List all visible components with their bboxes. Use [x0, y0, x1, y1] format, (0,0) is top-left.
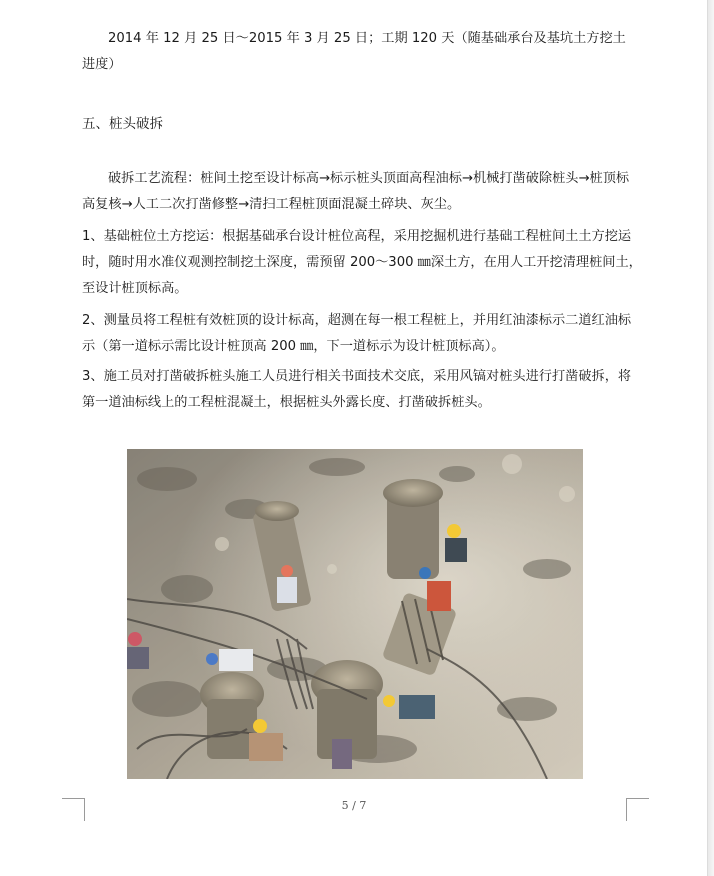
schedule-line-1: 2014 年 12 月 25 日～2015 年 3 月 25 日；工期 120 天（随基础承台及基坑土方挖土	[108, 31, 626, 46]
schedule-line-2: 进度）	[82, 57, 122, 72]
process-paragraph: 破拆工艺流程：桩间土挖至设计标高→标示桩头顶面高程油标→机械打凿破除桩头→桩顶标高复核→人工二次打凿修整→清扫工程桩顶面混凝土碎块、灰尘。	[82, 171, 630, 212]
step-2-paragraph: 2、测量员将工程桩有效桩顶的设计标高，超测在每一根工程桩上，并用红油漆标示二道红油标示（第一道标示需比设计桩顶高 200 ㎜，下一道标示为设计桩顶标高）。	[82, 313, 632, 354]
step-1-paragraph: 1、基础桩位土方挖运：根据基础承台设计桩位高程，采用挖掘机进行基础工程桩间土土方挖运时，随时用水准仪观测控制挖土深度，需预留 200～300 ㎜深土方，在用人工开挖清理桩间土，至设计桩顶标高。	[82, 229, 642, 296]
pile-breaking-photo	[127, 449, 583, 779]
page-number: 5 / 7	[341, 799, 367, 812]
page-edge	[707, 0, 714, 876]
step-3-paragraph: 3、施工员对打凿破拆桩头施工人员进行相关书面技术交底，采用风镐对桩头进行打凿破拆，将第一道油标线上的工程桩混凝土，根据桩头外露长度、打凿破拆桩头。	[82, 369, 632, 410]
section-heading: 五、桩头破拆	[82, 116, 163, 132]
